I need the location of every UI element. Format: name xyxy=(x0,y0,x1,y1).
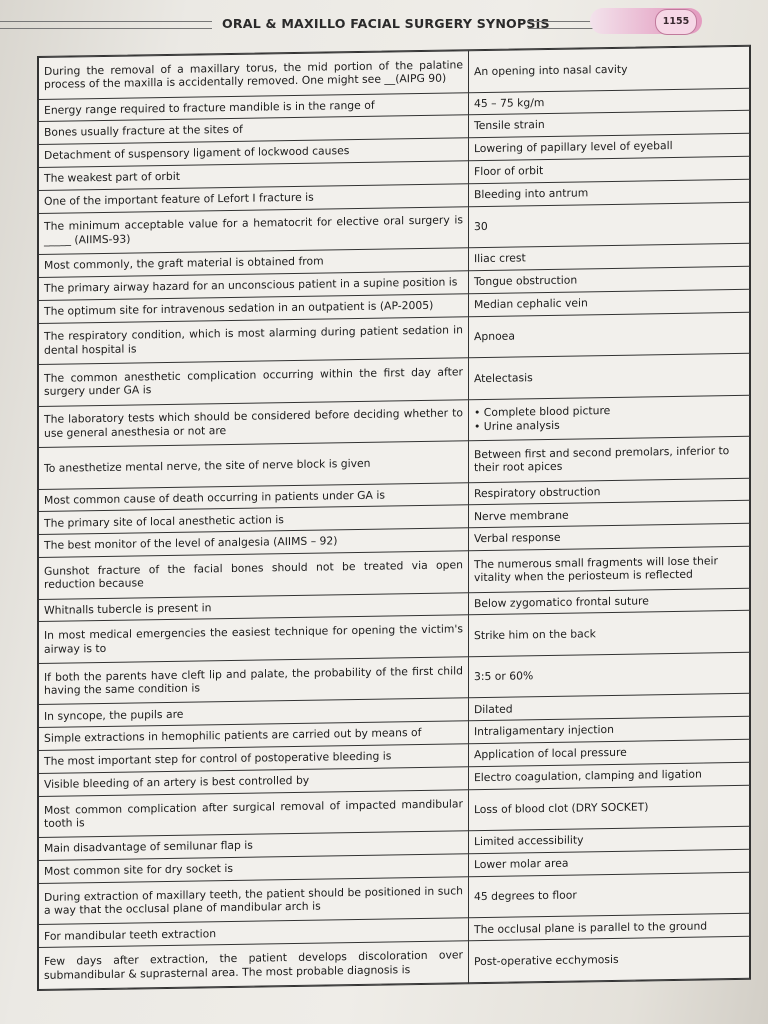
question-cell: Most common site for dry socket is xyxy=(39,854,469,884)
question-cell: Whitnalls tubercle is present in xyxy=(39,592,469,622)
answer-cell: Iliac crest xyxy=(468,243,749,270)
question-cell: One of the important feature of Lefort I fracture is xyxy=(39,184,469,214)
answer-cell: Lowering of papillary level of eyeball xyxy=(468,133,749,160)
question-cell: Main disadvantage of semilunar flap is xyxy=(39,831,469,861)
question-cell: Detachment of suspensory ligament of lockwood causes xyxy=(39,138,469,168)
answer-bullet-item: • Urine analysis xyxy=(474,416,744,434)
answer-cell: The occlusal plane is parallel to the ground xyxy=(468,914,749,941)
answer-cell: Loss of blood clot (DRY SOCKET) xyxy=(468,785,749,831)
question-cell: Simple extractions in hemophilic patients are carried out by means of xyxy=(39,721,469,751)
answer-cell: Tensile strain xyxy=(468,111,749,138)
question-cell: Bones usually fracture at the sites of xyxy=(39,115,469,145)
answer-cell: 45 degrees to floor xyxy=(468,872,749,918)
question-cell: Most common cause of death occurring in patients under GA is xyxy=(39,482,469,512)
question-cell: If both the parents have cleft lip and palate, the probability of the first child having the same condition is xyxy=(39,657,469,705)
answer-cell: Application of local pressure xyxy=(468,739,749,766)
answer-cell: Electro coagulation, clamping and ligation xyxy=(468,762,749,789)
answer-cell: 45 – 75 kg/m xyxy=(468,88,749,115)
answer-cell: Limited accessibility xyxy=(468,827,749,854)
synopsis-table xyxy=(38,46,750,990)
question-cell: The weakest part of orbit xyxy=(39,161,469,191)
answer-cell: Apnoea xyxy=(468,312,749,358)
question-cell: The best monitor of the level of analgesia (AIIMS – 92) xyxy=(39,528,469,558)
question-cell: The most important step for control of postoperative bleeding is xyxy=(39,744,469,774)
question-cell: The primary airway hazard for an unconscious patient in a supine position is xyxy=(39,271,469,301)
question-cell: For mandibular teeth extraction xyxy=(39,918,469,948)
answer-cell: Verbal response xyxy=(468,524,749,551)
answer-cell: Respiratory obstruction xyxy=(468,478,749,505)
answer-cell: Bleeding into antrum xyxy=(468,179,749,206)
header-rule-left xyxy=(0,21,212,29)
question-cell: During the removal of a maxillary torus, the mid portion of the palatine process of the maxilla is accidentally removed. One might see __(AIPG 90) xyxy=(39,51,469,99)
answer-cell: Between first and second premolars, inferior to their root apices xyxy=(468,436,749,482)
answer-cell: 3:5 or 60% xyxy=(468,652,749,698)
answer-cell: Lower molar area xyxy=(468,849,749,876)
answer-cell: Intraligamentary injection xyxy=(468,717,749,744)
answer-cell: Median cephalic vein xyxy=(468,289,749,316)
question-cell: The primary site of local anesthetic action is xyxy=(39,505,469,535)
answer-cell: Below zygomatico frontal suture xyxy=(468,588,749,615)
question-cell: The optimum site for intravenous sedation in an outpatient is (AP-2005) xyxy=(39,294,469,324)
answer-bullet-item: • Complete blood picture xyxy=(474,402,744,420)
question-cell: In syncope, the pupils are xyxy=(39,698,469,728)
answer-cell xyxy=(468,395,749,441)
question-cell: In most medical emergencies the easiest technique for opening the victim's airway is to xyxy=(39,615,469,663)
page-title: ORAL & MAXILLO FACIAL SURGERY SYNOPSIS xyxy=(222,16,550,31)
question-cell: Most commonly, the graft material is obtained from xyxy=(39,248,469,278)
answer-cell: Floor of orbit xyxy=(468,156,749,183)
question-cell: The common anesthetic complication occurring within the first day after surgery under GA is xyxy=(39,358,469,406)
question-cell: Visible bleeding of an artery is best controlled by xyxy=(39,767,469,797)
answer-bullet-list xyxy=(474,402,744,433)
synopsis-table-container xyxy=(37,45,751,991)
page-number: 1155 xyxy=(655,9,697,35)
answer-cell: Nerve membrane xyxy=(468,501,749,528)
answer-cell: Tongue obstruction xyxy=(468,266,749,293)
page-header xyxy=(0,8,768,44)
question-cell: To anesthetize mental nerve, the site of nerve block is given xyxy=(39,441,469,489)
question-cell: Few days after extraction, the patient develops discoloration over submandibular & suprasternal area. The most probable diagnosis is xyxy=(39,941,469,990)
question-cell: Energy range required to fracture mandible is in the range of xyxy=(39,92,469,122)
answer-cell: Atelectasis xyxy=(468,353,749,399)
answer-cell: Dilated xyxy=(468,694,749,721)
answer-cell: The numerous small fragments will lose their vitality when the periosteum is reflected xyxy=(468,546,749,592)
question-cell: The minimum acceptable value for a hematocrit for elective oral surgery is _____ (AIIMS-93) xyxy=(39,206,469,254)
question-cell: Gunshot fracture of the facial bones should not be treated via open reduction because xyxy=(39,551,469,599)
answer-cell: Post-operative ecchymosis xyxy=(468,937,749,983)
question-cell: During extraction of maxillary teeth, the patient should be positioned in such a way that the occlusal plane of mandibular arch is xyxy=(39,877,469,925)
answer-cell: Strike him on the back xyxy=(468,611,749,657)
question-cell: Most common complication after surgical removal of impacted mandibular tooth is xyxy=(39,789,469,837)
question-cell: The laboratory tests which should be considered before deciding whether to use general anesthesia or not are xyxy=(39,399,469,447)
answer-cell: An opening into nasal cavity xyxy=(468,46,749,92)
answer-cell: 30 xyxy=(468,202,749,248)
question-cell: The respiratory condition, which is most alarming during patient sedation in dental hospital is xyxy=(39,316,469,364)
